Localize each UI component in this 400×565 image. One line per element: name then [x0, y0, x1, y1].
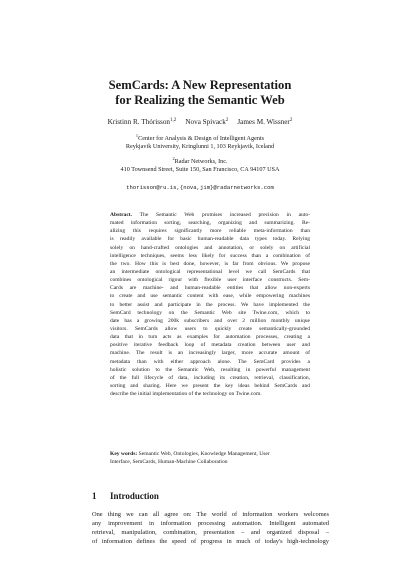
- abstract-line: mated information sorting, searching, organizing and summarizing. Re-: [110, 220, 310, 227]
- abstract-line: SemCard technology on the Semantic Web site Twine.com, which to: [110, 309, 310, 316]
- author-name: Kristinn R. Thórisson: [107, 118, 171, 126]
- title-line-1: SemCards: A New Representation: [108, 78, 292, 92]
- keywords-line: Interface, SemCards, Human-Machine Collaboration: [110, 459, 228, 466]
- abstract-line: describe the initial implementation of the technology on Twine.com.: [110, 391, 262, 398]
- affiliation-1: [0, 135, 400, 151]
- keywords: [110, 450, 310, 466]
- abstract: [110, 211, 310, 398]
- section-heading: [92, 491, 159, 501]
- abstract-line: holistic solution to the Semantic Web, resulting in powerful management: [110, 366, 310, 373]
- abstract-line: the two. How this is best done, however, is far from obvious. We propose: [110, 260, 310, 267]
- body-line: retrieval, manipulation, combination, presentation – and organized disposal –: [92, 529, 329, 536]
- abstract-line: positive iterative feedback loop of metadata creation between user and: [110, 342, 310, 349]
- abstract-line: sorting and sharing. Here we present the key ideas behind SemCards and: [110, 382, 310, 389]
- title-line-2: for Realizing the Semantic Web: [115, 93, 285, 107]
- body-text: [92, 510, 329, 546]
- affiliation-line: Center for Analysis & Design of Intelligent Agents: [138, 135, 265, 142]
- abstract-label: Abstract.: [110, 212, 133, 218]
- abstract-line: to create and use semantic content with ease, while empowering machines: [110, 293, 310, 300]
- abstract-line: of the full lifecycle of data, including its creation, retrieval, classification,: [110, 374, 310, 381]
- abstract-line: Abstract. The Semantic Web promises increased precision in auto-: [110, 212, 310, 218]
- abstract-line: to better assist and participate in the process. We have implemented the: [110, 301, 310, 308]
- body-line: One thing we can all agree on: The world of information workers welcomes: [92, 511, 329, 518]
- affiliation-mark: 1: [135, 133, 139, 138]
- abstract-line: data that in turn acts as examples for automation processes, creating a: [110, 334, 310, 341]
- section-title: Introduction: [110, 491, 159, 501]
- keywords-line: Key words: Semantic Web, Ontologies, Knowledge Management, User: [110, 451, 270, 457]
- affiliation-line: Reykjavik University, Kringlunni 1, 103 Reykjavik, Iceland: [125, 143, 275, 151]
- author-emails: thorisson@ru.is,{nova,jim}@radarnetworks.com: [126, 184, 274, 191]
- abstract-line: date has a growing 200k subscribers and over 2 million monthly unique: [110, 317, 310, 324]
- section-number: 1: [92, 491, 97, 501]
- author-name: James M. Wissner: [237, 118, 290, 126]
- abstract-line: visitors. SemCards allow users to quickly create semantically-grounded: [110, 325, 310, 332]
- abstract-line: Cards are machine- and human-readable entities that allow non-experts: [110, 285, 310, 292]
- paper-title: [0, 78, 400, 108]
- abstract-line: alizing this requires significantly more reliable meta-information than: [110, 228, 310, 235]
- author-name: Nova Spivack: [185, 118, 226, 126]
- affiliation-line: 410 Townsend Street, Suite 150, San Francisco, CA 94107 USA: [120, 166, 280, 174]
- body-line: any improvement in information processing automation. Intelligent automated: [92, 520, 329, 527]
- abstract-line: combines ontological rigour with flexible user interface constructs. Sem-: [110, 277, 310, 284]
- author-affiliation-mark: 2: [289, 118, 293, 123]
- author-affiliation-mark: 1,2: [170, 118, 177, 123]
- abstract-line: is readily available for basic human-readable data types today. Relying: [110, 236, 310, 243]
- abstract-line: machine. The result is an increasingly larger, more accurate amount of: [110, 350, 310, 357]
- abstract-line: an intermediate ontological representational level we call SemCards that: [110, 268, 310, 275]
- affiliation-mark: 2: [172, 156, 175, 161]
- body-line: of information defines the speed of progress in much of today's high-technology: [92, 538, 329, 545]
- affiliation-2: [0, 158, 400, 174]
- abstract-line: metadata than with either approach alone. The SemCard provides a: [110, 358, 310, 365]
- abstract-line: solely on hand-crafted ontologies and annotation, or solely on artificial: [110, 244, 310, 251]
- keywords-label: Key words:: [110, 451, 138, 457]
- affiliation-line: Radar Networks, Inc.: [174, 158, 228, 165]
- author-list: [0, 118, 400, 126]
- author-affiliation-mark: 2: [225, 118, 229, 123]
- abstract-line: intelligence techniques, seems less likely for success than a combination of: [110, 252, 310, 259]
